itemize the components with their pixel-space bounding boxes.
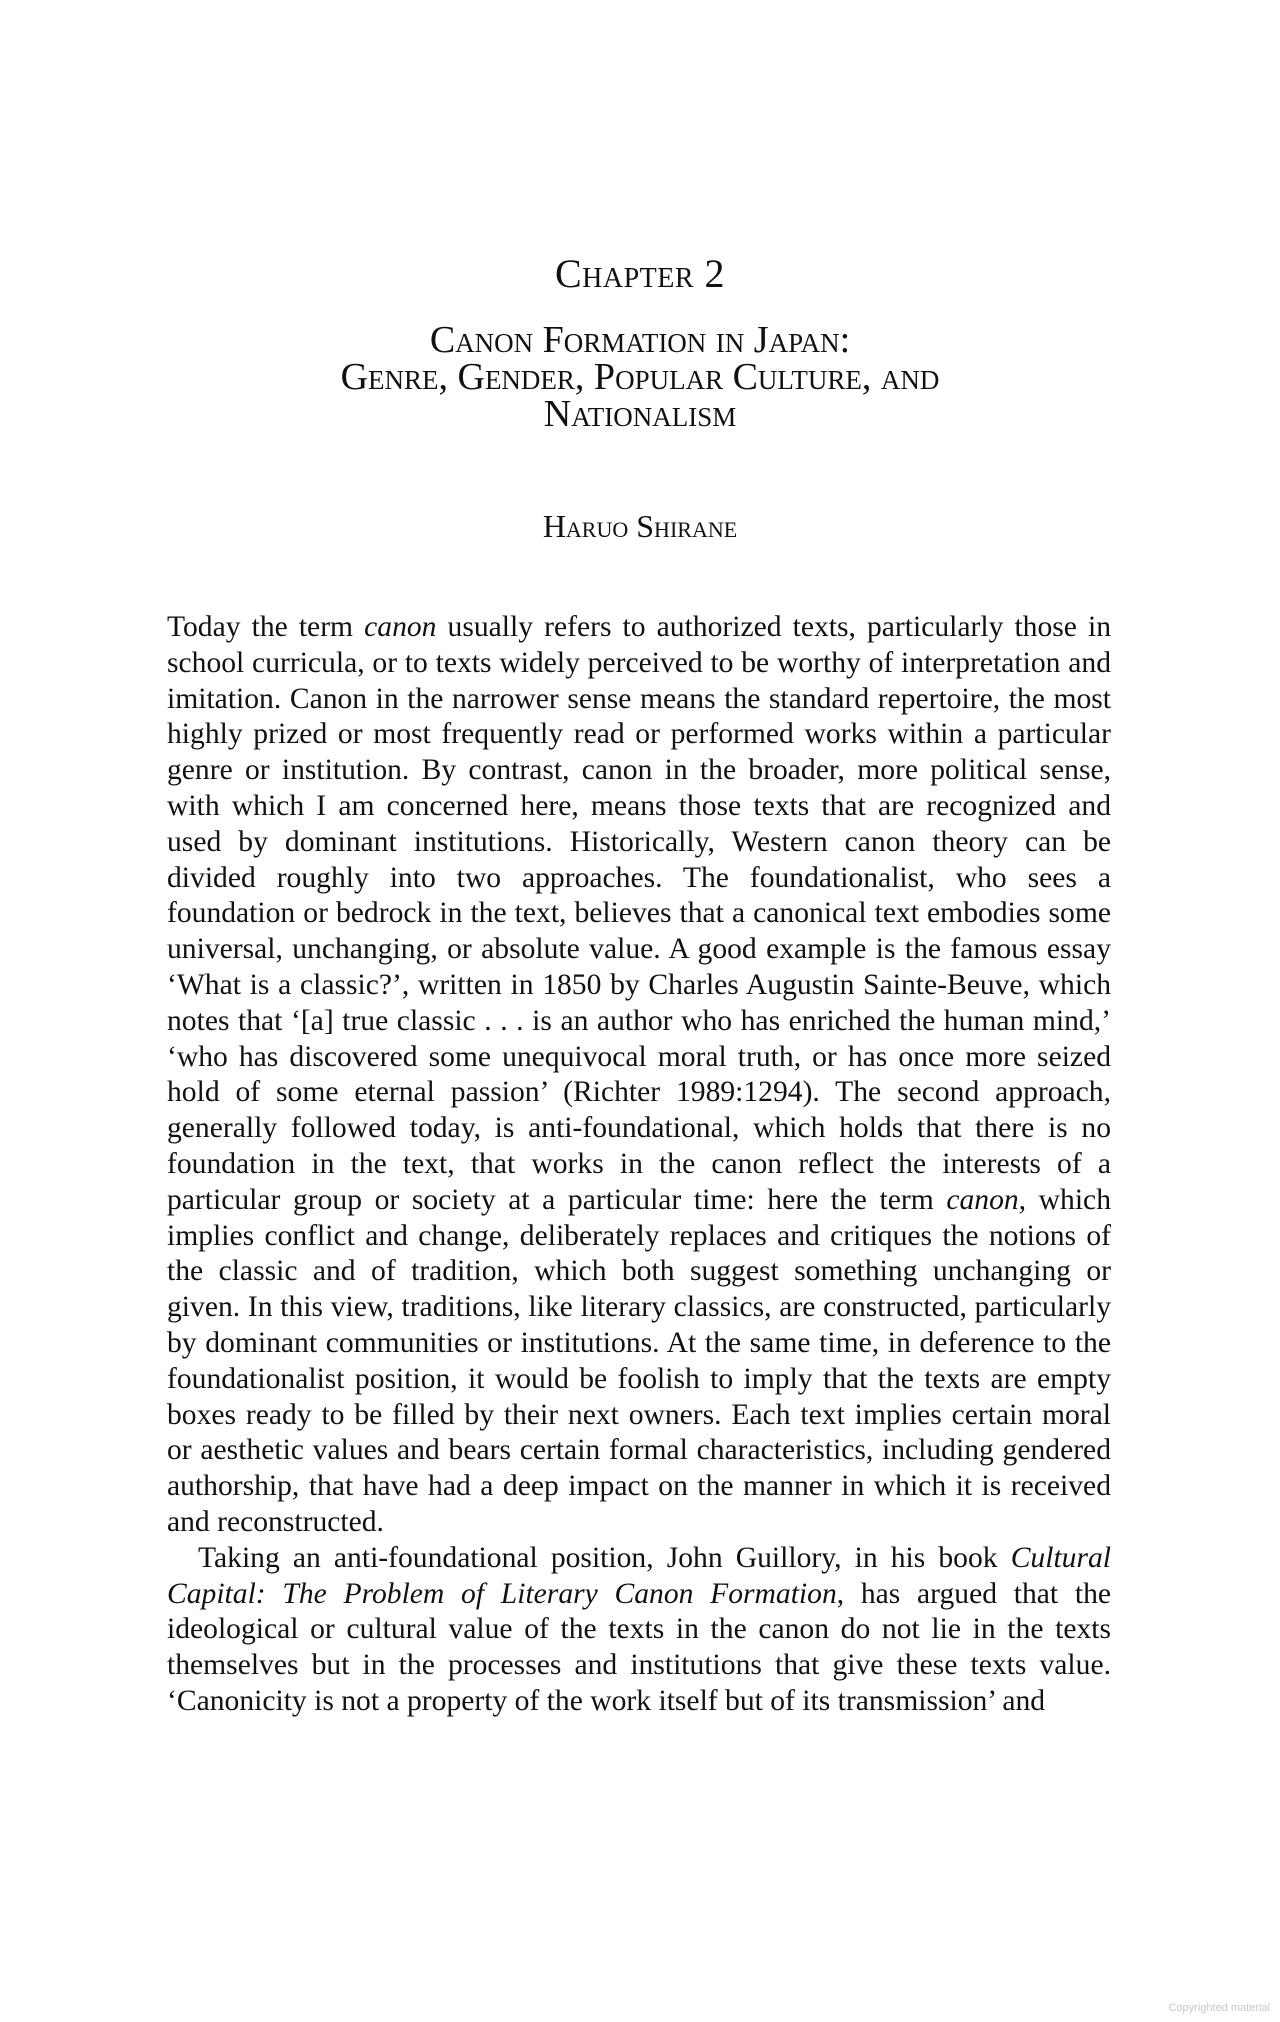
text-segment: which implies conflict and change, deliberately replaces and critiques the notions of the classic and of tradition, which both suggest something unchanging or given. In this view, traditions, like literary classics, are constructed, particularly by dominant communities or institutions. At the same time, in deference to the foundationalist position, it would be foolish to imply that the texts are empty boxes ready to be filled by their next owners. Each text implies certain moral or aesthetic values and bears certain formal characteristics, including gendered authorship, that have had a deep impact on the manner in which it is received and reconstructed.: [167, 1183, 1111, 1538]
text-segment: Taking an anti-foundational position, John Guillory, in his book: [198, 1541, 1011, 1574]
chapter-title-line: Nationalism: [543, 393, 737, 435]
body-text: [167, 610, 1111, 1720]
chapter-title: [0, 319, 1280, 435]
italic-term: canon: [364, 611, 437, 643]
copyright-watermark: Copyrighted material: [1168, 2002, 1270, 2014]
paragraph-1: [167, 610, 1111, 1541]
book-title: Cultural Capital: The Problem of Literary Canon Formation: [167, 1541, 1111, 1610]
chapter-label: Chapter 2: [554, 251, 726, 296]
italic-term: canon,: [946, 1183, 1027, 1216]
text-segment: , has argued that the ideological or cultural value of the texts in the canon do not lie in the texts themselves but in the processes and institutions that give these texts value. ‘Canonicity is not a property of the work itself but of its transmission’ and: [167, 1577, 1112, 1717]
author-name: Haruo Shirane: [542, 508, 738, 544]
text-segment: Today the term: [167, 611, 365, 643]
chapter-title-line: Canon Formation in Japan:: [429, 319, 851, 361]
text-segment: usually refers to authorized texts, particularly those in school curricula, or to texts widely perceived to be worthy of interpretation and imitation. Canon in the narrower sense means the standard repertoire, the most highly prized or most frequently read or performed works within a particular genre or institution. By contrast, canon in the broader, more political sense, with which I am concerned here, means those texts that are recognized and used by dominant institutions. Historically, Western canon theory can be divided roughly into two approaches. The foundationalist, who sees a foundation or bedrock in the text, believes that a canonical text embodies some universal, unchanging, or absolute value. A good example is the famous essay ‘What is a classic?’, written in 1850 by Charles Augustin Sainte-Beuve, which notes that ‘[a] true classic . . . is an author who has enriched the human mind,’ ‘who has discovered some unequivocal moral truth, or has once more seized hold of some eternal passion’ (Richter 1989:1294). The second approach, generally followed today, is anti-foundational, which holds that there is no foundation in the text, that works in the canon reflect the interests of a particular group or society at a particular time: here the term: [167, 611, 1112, 1216]
paragraph-2: [167, 1541, 1111, 1720]
chapter-title-line: Genre, Gender, Popular Culture, and: [340, 356, 940, 398]
